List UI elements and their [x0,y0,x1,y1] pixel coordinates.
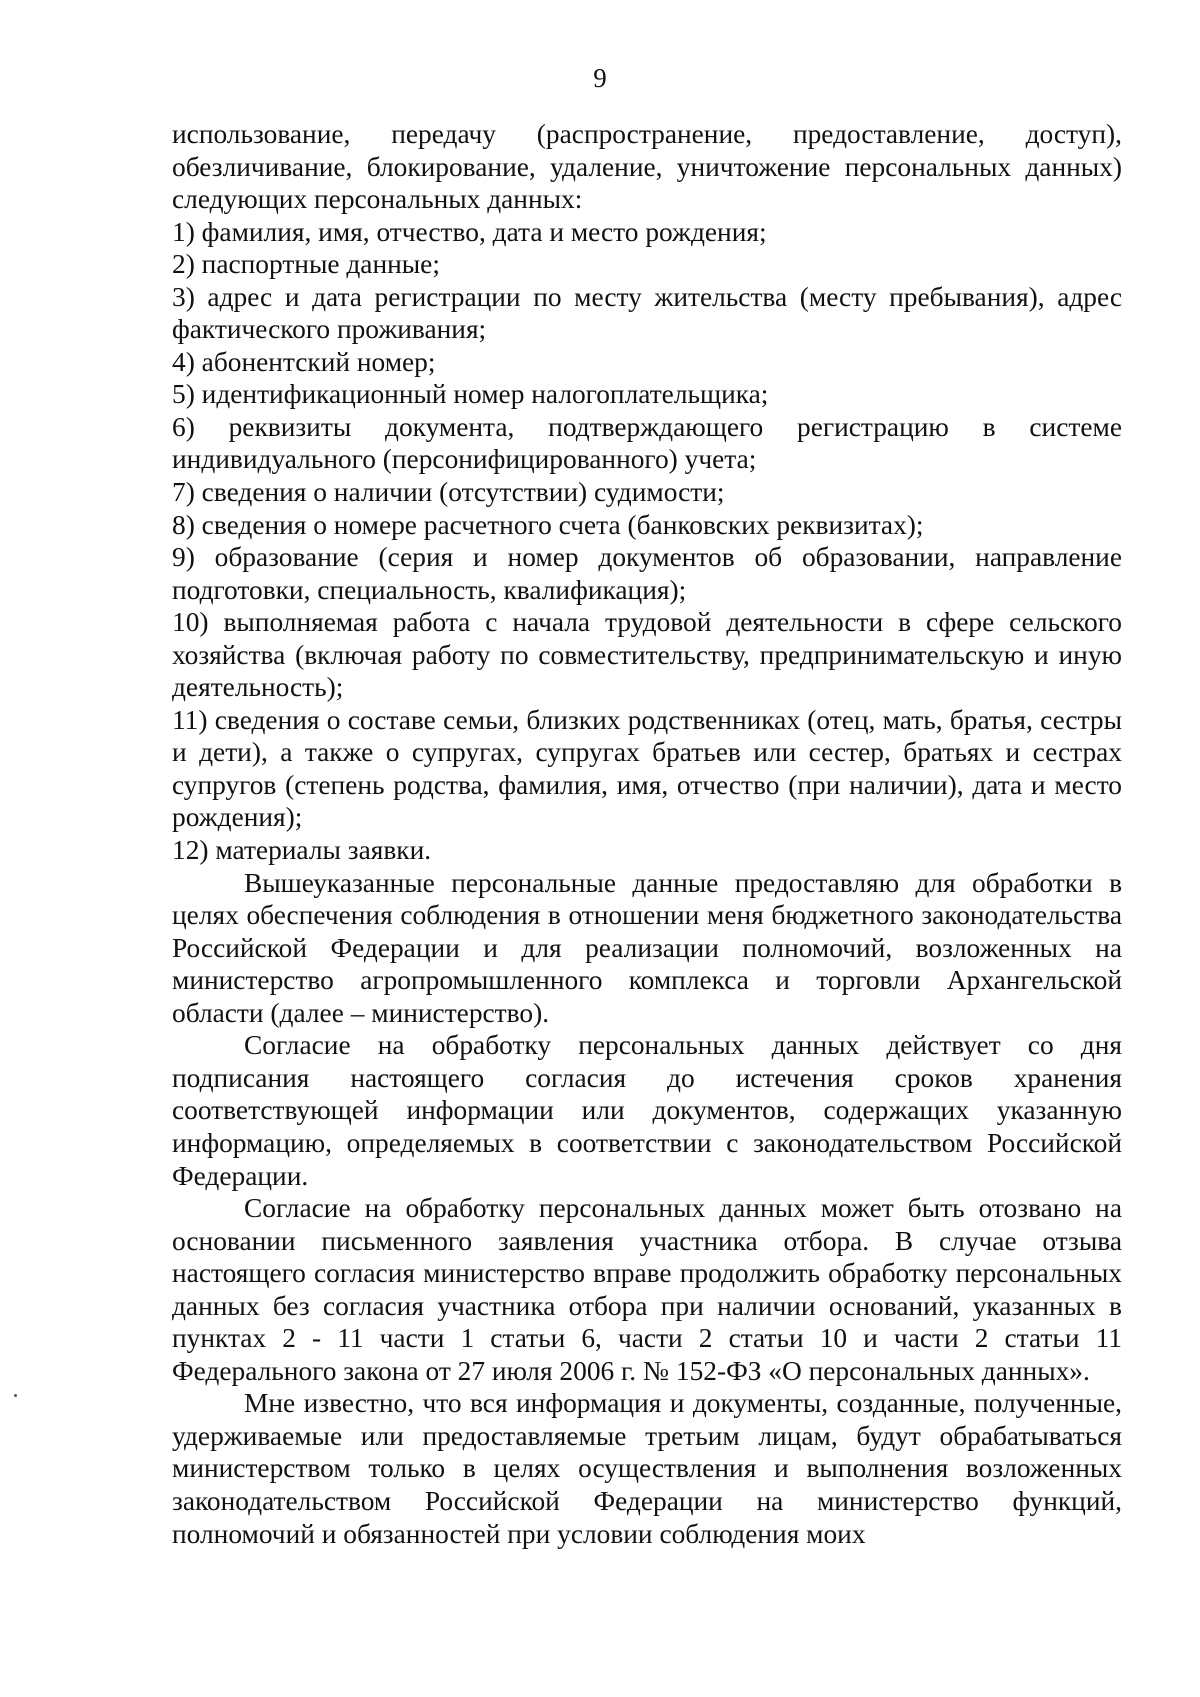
list-item: 8) сведения о номере расчетного счета (банковских реквизитах); [172,509,924,540]
list-item: 4) абонентский номер; [172,346,436,377]
list-item: 3) адрес и дата регистрации по месту жительства (месту пребывания), адрес фактического проживания; [172,281,1122,345]
list-item: 7) сведения о наличии (отсутствии) судимости; [172,477,725,508]
page-number: 9 [593,63,607,93]
document-body [172,118,1122,1550]
purpose-paragraph: Вышеуказанные персональные данные предоставляю для обработки в целях обеспечения соблюдения в отношении меня бюджетного законодательства Российской Федерации и для реализации полномочий, возложенных на министерство агропромышленного комплекса и торговли Архангельской области (далее – министерство). [172,867,1122,1028]
list-item: 11) сведения о составе семьи, близких родственниках (отец, мать, братья, сестры и дети), а также о супругах, супругах братьев или сестер, братьях и сестрах супругов (степень родства, фамилия, имя, отчество (при наличии), дата и место рождения); [172,704,1122,833]
list-item: 2) паспортные данные; [172,249,440,280]
personal-data-list [172,216,1122,867]
list-item: 1) фамилия, имя, отчество, дата и место рождения; [172,216,767,247]
scan-dot-mark [14,1394,17,1397]
validity-paragraph: Согласие на обработку персональных данных действует со дня подписания настоящего согласия до истечения сроков хранения соответствующей информации или документов, содержащих указанную информацию, определяемых в соответствии с законодательством Российской Федерации. [172,1030,1122,1191]
list-item: 10) выполняемая работа с начала трудовой деятельности в сфере сельского хозяйства (включая работу по совместительству, предпринимательскую и иную деятельность); [172,607,1122,703]
list-item: 6) реквизиты документа, подтверждающего регистрацию в системе индивидуального (персонифицированного) учета; [172,411,1122,475]
awareness-paragraph: Мне известно, что вся информация и документы, созданные, полученные, удерживаемые или предоставляемые третьим лицам, будут обрабатываться министерством только в целях осуществления и выполнения возложенных законодательством Российской Федерации на министерство функций, полномочий и обязанностей при условии соблюдения моих [172,1388,1122,1549]
intro-paragraph: использование, передачу (распространение, предоставление, доступ), обезличивание, блокирование, удаление, уничтожение персональных данных) следующих персональных данных: [172,119,1122,215]
list-item: 9) образование (серия и номер документов об образовании, направление подготовки, специальность, квалификация); [172,542,1122,605]
revocation-paragraph: Согласие на обработку персональных данных может быть отозвано на основании письменного заявления участника отбора. В случае отзыва настоящего согласия министерство вправе продолжить обработку персональных данных без согласия участника отбора при наличии оснований, указанных в пунктах 2 - 11 части 1 статьи 6, части 2 статьи 10 и части 2 статьи 11 Федерального закона от 27 июля 2006 г. № 152-ФЗ «О персональных данных». [172,1193,1122,1386]
list-item: 12) материалы заявки. [172,835,432,866]
list-item: 5) идентификационный номер налогоплательщика; [172,379,769,410]
